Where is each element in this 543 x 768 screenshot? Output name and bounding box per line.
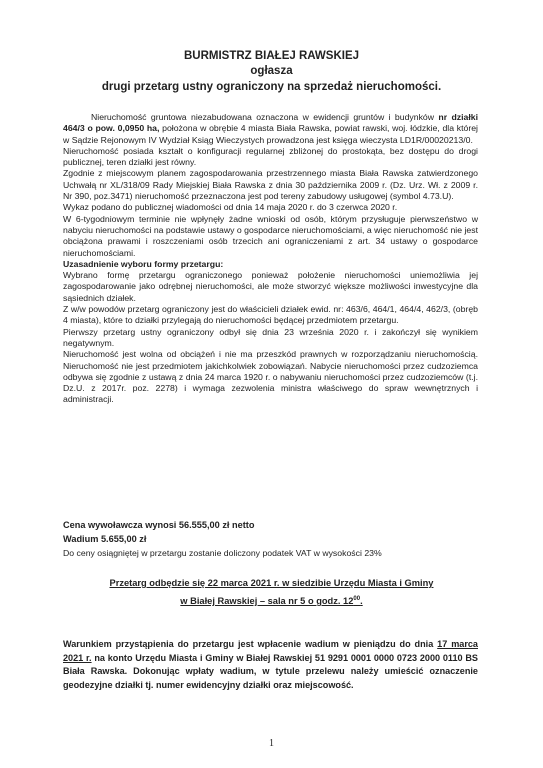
announce-verb: ogłasza	[250, 65, 293, 77]
publication-notice: Wykaz podano do publicznej wiadomości od dnia 14 maja 2020 r. do 3 czerwca 2020 r.	[63, 202, 398, 213]
deposit-deadline: 17 marca 2021 r.	[63, 639, 478, 663]
zoning-plan: Zgodnie z miejscowym planem zagospodarowania przestrzennego miasta Biała Rawska zatwierdzonego Uchwałą nr XL/318/09 Rady Miejskiej Biała Rawska z dnia 30 października 2009 r. (Dz. Urz. Wł. z 2009 r. Nr 390, poz.3471) nieruchomość przeznaczona jest pod tereny zabudowy usługowej (symbol 4.73.U).	[63, 168, 478, 202]
legal-status: Nieruchomość jest wolna od obciążeń i nie ma przeszkód prawnych w rozporządzaniu nieruchomością. Nieruchomość nie jest przedmiotem jakichkolwiek zobowiązań. Nabycie nieruchomości przez cudzoziemca odbywa się zgodnie z ustawą z dnia 24 marca 1920 r. o nabywaniu nieruchomości przez cudzoziemców (t.j. Dz.U. z 2017r. poz. 2278) i wymaga zezwolenia ministra właściwego do spraw wewnętrznych i administracji.	[63, 349, 478, 405]
first-auction-result: Pierwszy przetarg ustny ograniczony odbył się dnia 23 września 2020 r. i zakończył się wynikiem negatywnym.	[63, 326, 478, 348]
property-shape: Nieruchomość posiada kształt o konfiguracji regularnej zbliżonej do prostokąta, bez dostępu do drogi publicznej, teren działki jest równy.	[63, 145, 478, 168]
announcement-subject: drugi przetarg ustny ograniczony na sprzedaż nieruchomości.	[101, 81, 442, 93]
eligible-owners: Z w/w powodów przetarg ograniczony jest do właścicieli działek ewid. nr: 463/6, 464/1, 464/4, 462/3, (obręb 4 miasta), które to działki przylegają do nieruchomości będącej przedmiotem przetargu.	[63, 304, 478, 326]
property-description: Nieruchomość gruntowa niezabudowana oznaczona w ewidencji gruntów i budynków nr działki 464/3 o pow. 0,0950 ha, położona w obrębie 4 miasta Biała Rawska, powiat rawski, woj. łódzkie, dla której w Sądzie Rejonowym IV Wydział Ksiąg Wieczystych prowadzona jest księga wieczysta LD1R/00020213/0.	[63, 112, 478, 145]
announcement-body	[63, 112, 478, 406]
starting-price: Cena wywoławcza wynosi 56.555,00 zł netto	[63, 520, 255, 530]
deposit-condition: Warunkiem przystąpienia do przetargu jest wpłacenie wadium w pieniądzu do dnia 17 marca 2021 r. na konto Urzędu Miasta i Gminy w Białej Rawskiej 51 9291 0001 0000 0723 2000 0110 BS Biała Rawska. Dokonując wpłaty wadium, w tytule przelewu należy umieścić oznaczenie geodezyjne działki tj. numer ewidencyjny działki oraz miejscowość.	[63, 639, 478, 690]
page-number: 1	[269, 738, 274, 749]
auction-date-line: Przetarg odbędzie się 22 marca 2021 r. w siedzibie Urzędu Miasta i Gminy	[109, 578, 434, 588]
price-section	[63, 518, 483, 560]
vat-note: Do ceny osiągniętej w przetargu zostanie doliczony podatek VAT w wysokości 23%	[63, 548, 382, 558]
deposit-amount: Wadium 5.655,00 zł	[63, 534, 147, 544]
issuer-title: BURMISTRZ BIAŁEJ RAWSKIEJ	[183, 50, 360, 62]
auction-place-line: w Białej Rawskiej – sala nr 5 o godz. $12^{00}$.	[180, 596, 363, 607]
justification-text: Wybrano formę przetargu ograniczonego ponieważ położenie nieruchomości uniemożliwia jej zagospodarowanie jako odrębnej nieruchomości, ale może stworzyć większe możliwości inwestycyjne dla sąsiednich działek.	[63, 270, 478, 303]
priority-claims: W 6-tygodniowym terminie nie wpłynęły żadne wnioski od osób, którym przysługuje pierwszeństwo w nabyciu nieruchomości na podstawie ustawy o gospodarce nieruchomościami, a więc nieruchomość nie jest obciążona prawami i roszczeniami osób trzecich ani ograniczeniami z art. 34 ustawy o gospodarce nieruchomościami.	[63, 213, 478, 258]
plot-number: nr działki 464/3 o pow. 0,0950 ha,	[63, 112, 478, 134]
justification-heading: Uzasadnienie wyboru formy przetargu:	[63, 258, 224, 269]
